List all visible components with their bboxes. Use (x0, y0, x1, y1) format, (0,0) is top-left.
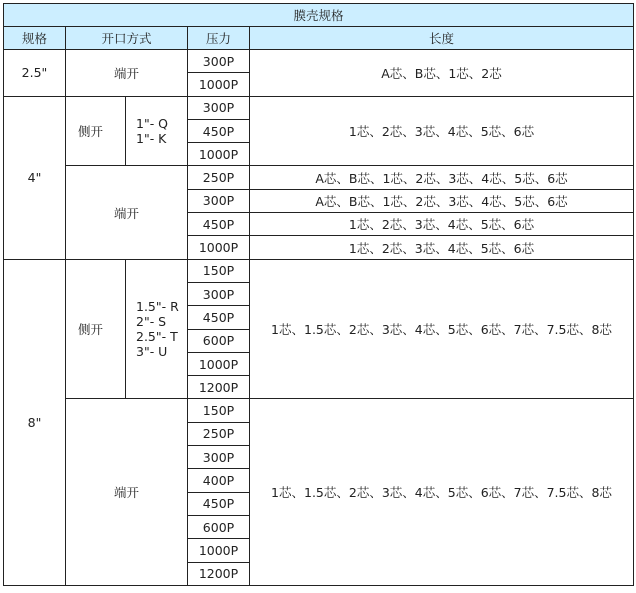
pressure-cell: 450P (188, 492, 250, 515)
table-row (4, 96, 634, 119)
length-cell: A芯、B芯、1芯、2芯、3芯、4芯、5芯、6芯 (250, 166, 634, 189)
pressure-cell: 300P (188, 282, 250, 305)
model-list-cell (126, 96, 188, 166)
pressure-cell: 600P (188, 515, 250, 538)
pressure-cell: 300P (188, 189, 250, 212)
membrane-housing-spec-table (3, 3, 634, 586)
model-list-cell (126, 259, 188, 399)
model-item: 1"- Q (136, 116, 169, 132)
length-cell: A芯、B芯、1芯、2芯、3芯、4芯、5芯、6芯 (250, 189, 634, 212)
spec-cell: 4" (4, 96, 66, 259)
length-cell: 1芯、2芯、3芯、4芯、5芯、6芯 (250, 96, 634, 166)
header-pressure: 压力 (188, 27, 250, 50)
length-cell: 1芯、1.5芯、2芯、3芯、4芯、5芯、6芯、7芯、7.5芯、8芯 (250, 399, 634, 585)
pressure-cell: 450P (188, 306, 250, 329)
pressure-cell: 150P (188, 259, 250, 282)
header-length: 长度 (250, 27, 634, 50)
pressure-cell: 450P (188, 119, 250, 142)
pressure-cell: 1000P (188, 143, 250, 166)
spec-cell: 2.5" (4, 50, 66, 97)
pressure-cell: 400P (188, 469, 250, 492)
opening-cell: 端开 (66, 50, 188, 97)
table-row (4, 259, 634, 282)
model-item: 2.5"- T (136, 329, 178, 345)
pressure-cell: 1000P (188, 73, 250, 96)
length-cell: 1芯、2芯、3芯、4芯、5芯、6芯 (250, 236, 634, 259)
pressure-cell: 300P (188, 50, 250, 73)
pressure-cell: 300P (188, 96, 250, 119)
table-row (4, 50, 634, 73)
header-spec: 规格 (4, 27, 66, 50)
opening-cell: 侧开 (66, 259, 126, 399)
length-cell: 1芯、1.5芯、2芯、3芯、4芯、5芯、6芯、7芯、7.5芯、8芯 (250, 259, 634, 399)
table-title: 膜壳规格 (4, 4, 634, 27)
pressure-cell: 250P (188, 422, 250, 445)
pressure-cell: 1000P (188, 539, 250, 562)
model-item: 3"- U (136, 344, 168, 360)
pressure-cell: 250P (188, 166, 250, 189)
length-cell: A芯、B芯、1芯、2芯 (250, 50, 634, 97)
pressure-cell: 1200P (188, 562, 250, 585)
pressure-cell: 600P (188, 329, 250, 352)
length-cell: 1芯、2芯、3芯、4芯、5芯、6芯 (250, 213, 634, 236)
pressure-cell: 1000P (188, 236, 250, 259)
model-item: 1"- K (136, 131, 167, 147)
spec-table-container (3, 3, 633, 586)
model-item: 2"- S (136, 314, 167, 330)
model-item: 1.5"- R (136, 299, 179, 315)
opening-cell: 侧开 (66, 96, 126, 166)
pressure-cell: 1000P (188, 352, 250, 375)
table-row (4, 166, 634, 189)
spec-cell: 8" (4, 259, 66, 585)
opening-cell: 端开 (66, 166, 188, 259)
opening-cell: 端开 (66, 399, 188, 585)
table-row (4, 399, 634, 422)
pressure-cell: 300P (188, 446, 250, 469)
pressure-cell: 1200P (188, 376, 250, 399)
pressure-cell: 150P (188, 399, 250, 422)
pressure-cell: 450P (188, 213, 250, 236)
header-opening: 开口方式 (66, 27, 188, 50)
